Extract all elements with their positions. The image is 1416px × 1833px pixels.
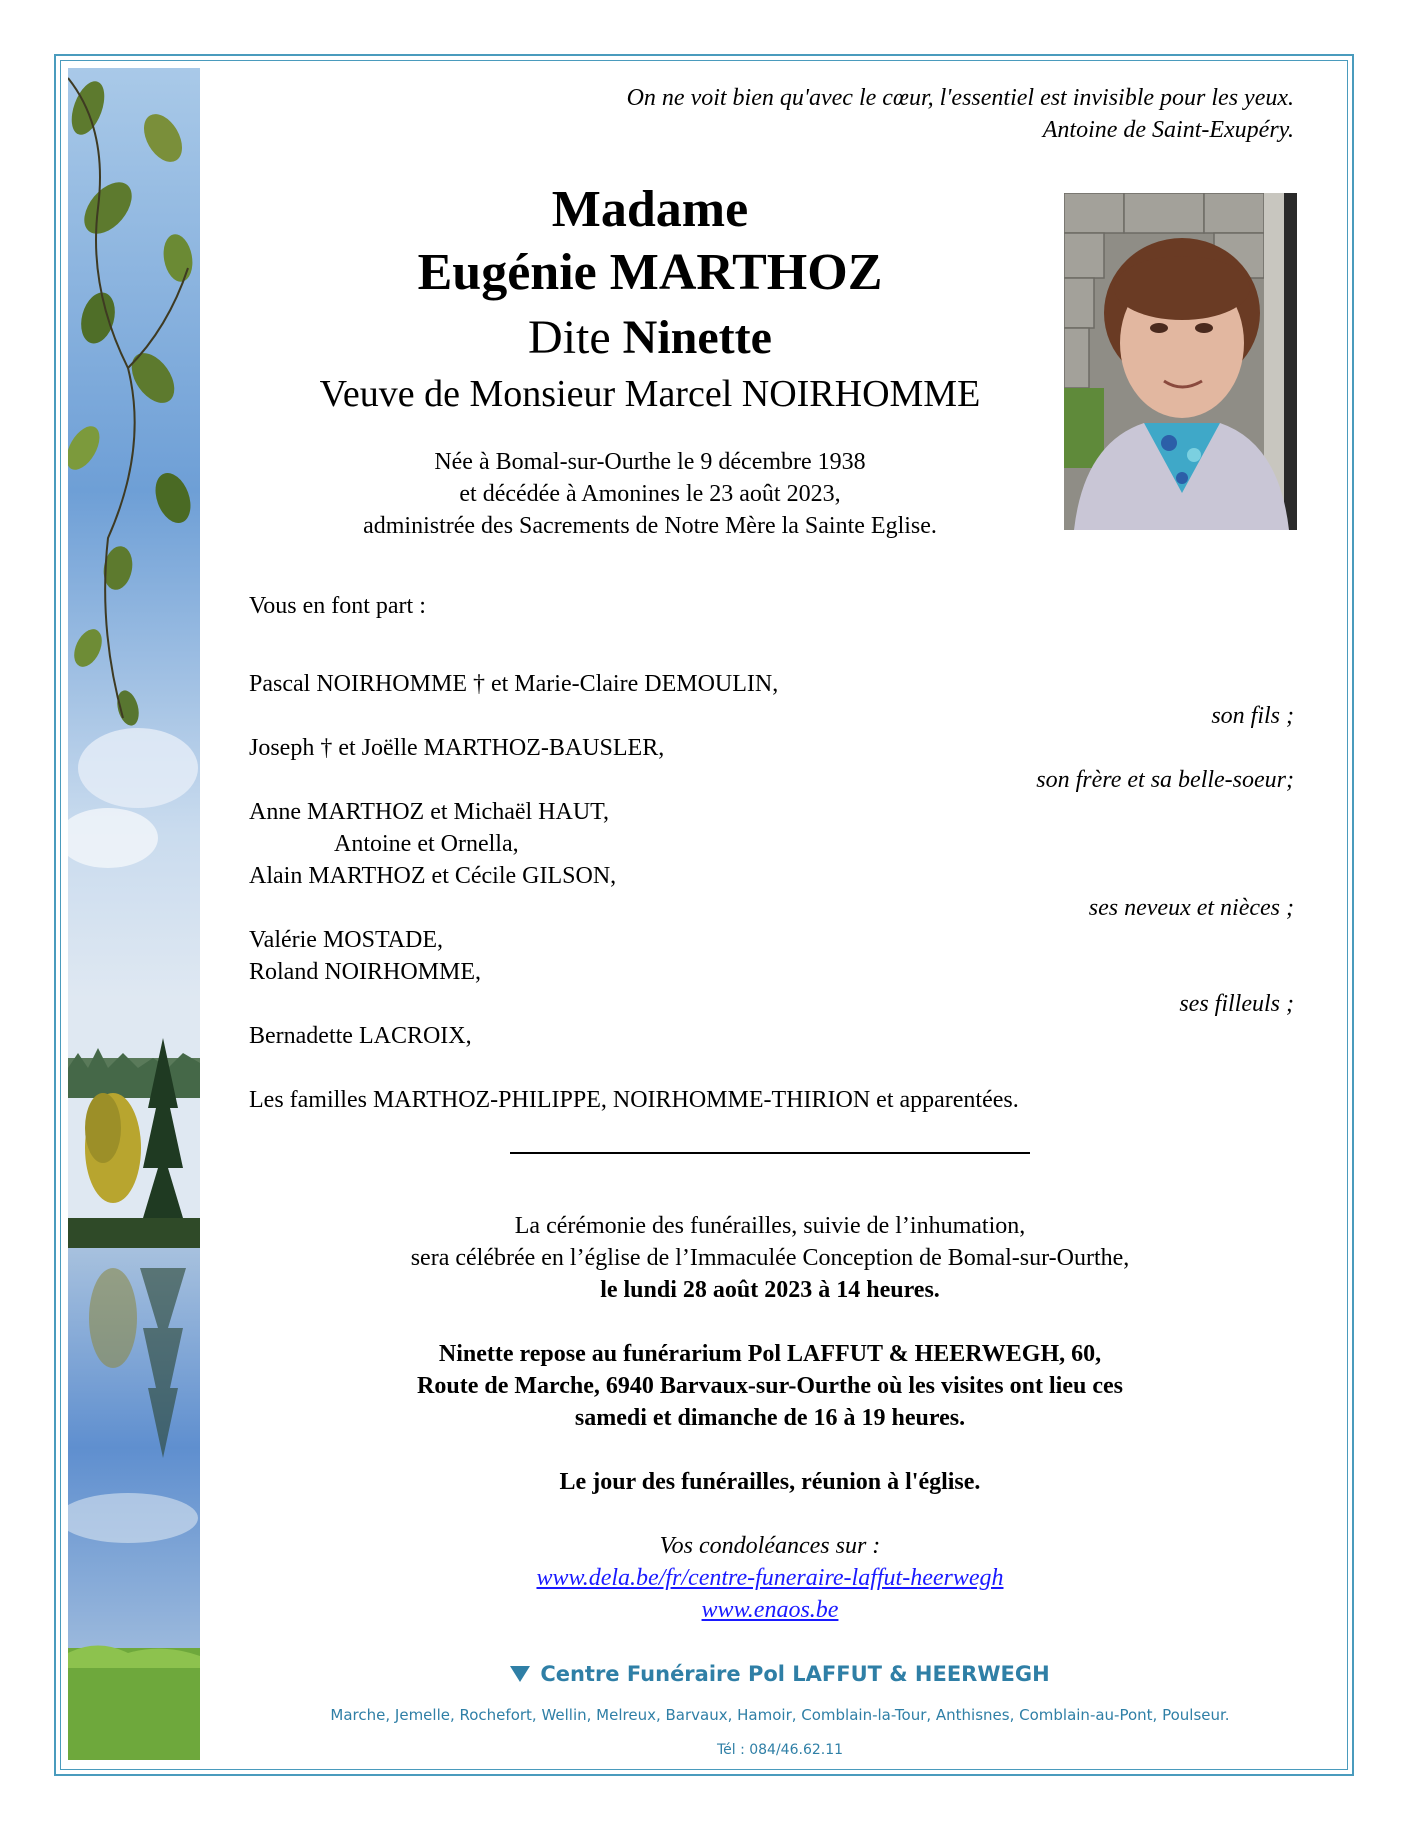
relation-nephews: ses neveux et nièces ; — [1088, 895, 1294, 921]
widow-of: Veuve de Monsieur Marcel NOIRHOMME — [319, 373, 981, 415]
condolences-link-enaos[interactable]: www.enaos.be — [701, 1597, 839, 1623]
meeting-note: Le jour des funérailles, réunion à l'église. — [559, 1469, 981, 1495]
family-member-pascal: Pascal NOIRHOMME † et Marie-Claire DEMOULIN, — [249, 671, 779, 697]
relation-godchildren: ses filleuls ; — [1179, 991, 1294, 1017]
ceremony-line-2: sera célébrée en l’église de l’Immaculée Conception de Bomal-sur-Ourthe, — [410, 1245, 1130, 1271]
family-member-valerie: Valérie MOSTADE, — [249, 927, 444, 953]
footer-towns: Marche, Jemelle, Rochefort, Wellin, Melreux, Barvaux, Hamoir, Comblain-la-Tour, Anthisnes, Comblain-au-Pont, Poulseur. — [330, 1706, 1230, 1724]
family-member-alain: Alain MARTHOZ et Cécile GILSON, — [249, 863, 617, 889]
family-member-roland: Roland NOIRHOMME, — [249, 959, 481, 985]
condolences-label: Vos condoléances sur : — [659, 1533, 881, 1559]
footer-company-name: Centre Funéraire Pol LAFFUT & HEERWEGH — [540, 1662, 1050, 1686]
condolences-block — [250, 1530, 1290, 1626]
visit-line-1: Ninette repose au funérarium Pol LAFFUT & HEERWEGH, 60, — [438, 1341, 1102, 1367]
dite-prefix: Dite — [528, 311, 623, 364]
ceremony-line-1: La cérémonie des funérailles, suivie de l’inhumation, — [514, 1213, 1026, 1239]
footer-company — [200, 1660, 1360, 1688]
condolences-link-dela[interactable]: www.dela.be/fr/centre-funeraire-laffut-heerwegh — [536, 1565, 1004, 1591]
separator-line — [510, 1152, 1030, 1154]
nickname-line — [200, 308, 1100, 368]
family-member-joseph: Joseph † et Joëlle MARTHOZ-BAUSLER, — [249, 735, 665, 761]
relation-brother: son frère et sa belle-soeur; — [1036, 767, 1294, 793]
quote-author: Antoine de Saint-Exupéry. — [1042, 117, 1294, 143]
ceremony-date: le lundi 28 août 2023 à 14 heures. — [600, 1277, 940, 1303]
footer-phone: Tél : 084/46.62.11 — [716, 1742, 844, 1758]
intro-text: Vous en font part : — [249, 593, 426, 619]
civility: Madame — [551, 181, 749, 238]
deceased-name: Eugénie MARTHOZ — [417, 244, 883, 301]
quote — [627, 82, 1294, 146]
family-member-antoine: Antoine et Ornella, — [334, 831, 519, 857]
family-member-bernadette: Bernadette LACROIX, — [249, 1023, 472, 1049]
birth-line: Née à Bomal-sur-Ourthe le 9 décembre 1938 — [434, 449, 866, 475]
visit-line-3: samedi et dimanche de 16 à 19 heures. — [574, 1405, 966, 1431]
sacraments-line: administrée des Sacrements de Notre Mère la Sainte Eglise. — [363, 513, 937, 539]
triangle-down-icon — [510, 1666, 530, 1682]
family-member-anne: Anne MARTHOZ et Michaël HAUT, — [249, 799, 610, 825]
portrait-photo — [1064, 193, 1297, 530]
ceremony-block — [250, 1210, 1290, 1306]
death-line: et décédée à Amonines le 23 août 2023, — [459, 481, 841, 507]
visit-line-2: Route de Marche, 6940 Barvaux-sur-Ourthe où les visites ont lieu ces — [417, 1373, 1123, 1399]
nickname: Ninette — [622, 311, 772, 364]
landscape-side-image — [68, 68, 200, 1760]
families-line: Les familles MARTHOZ-PHILIPPE, NOIRHOMME-THIRION et apparentées. — [249, 1087, 1019, 1113]
birth-death-block — [200, 446, 1100, 542]
visit-block — [250, 1338, 1290, 1434]
relation-son: son fils ; — [1211, 703, 1294, 729]
quote-text: On ne voit bien qu'avec le cœur, l'essentiel est invisible pour les yeux. — [626, 85, 1294, 111]
